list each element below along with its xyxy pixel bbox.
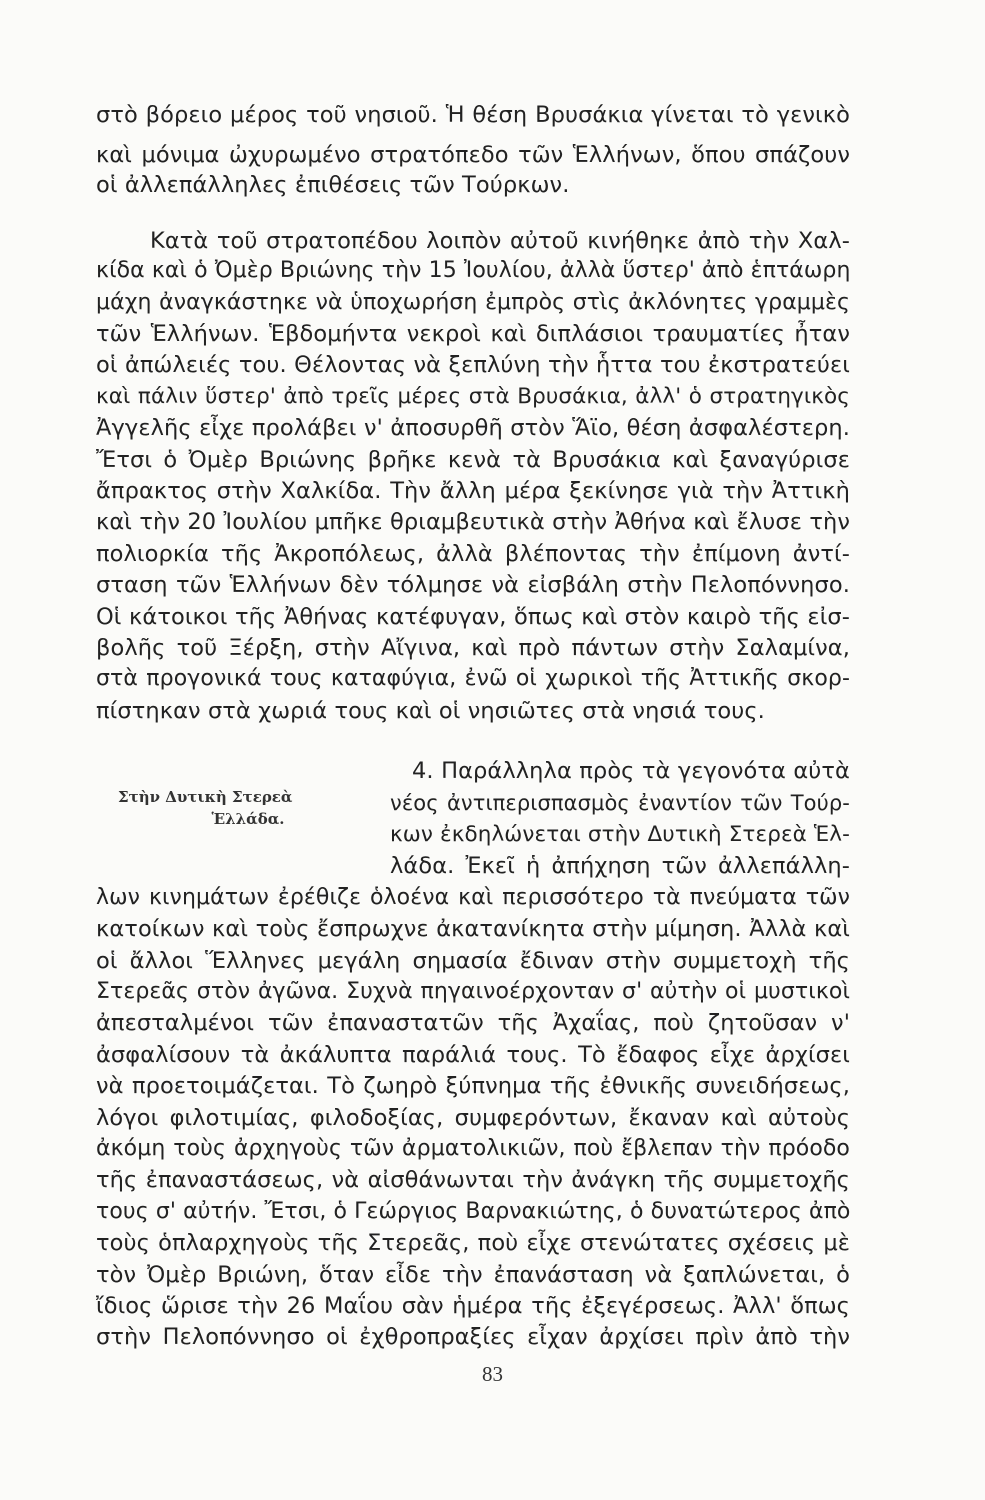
text-line: βολῆς τοῦ Ξέρξη, στὴν Αἴγινα, καὶ πρὸ πάντων στὴν Σαλαμίνα, (96, 635, 850, 661)
text-line: πίστηκαν στὰ χωριά τους καὶ οἱ νησιῶτες στὰ νησιά τους. (96, 698, 765, 724)
text-line: τῶν Ἑλλήνων. Ἑβδομήντα νεκροὶ καὶ διπλάσιοι τραυματίες ἦταν (96, 321, 850, 347)
text-line: ἀκόμη τοὺς ἀρχηγοὺς τῶν ἀρματολικιῶν, ποὺ ἔβλεπαν τὴν πρόοδο (96, 1136, 850, 1161)
text-line: τῆς ἐπαναστάσεως, νὰ αἰσθάνωνται τὴν ἀνάγκη τῆς συμμετοχῆς (96, 1167, 850, 1193)
page-number: 83 (482, 1362, 503, 1386)
text-line: λόγοι φιλοτιμίας, φιλοδοξίας, συμφερόντων, ἔκαναν καὶ αὐτοὺς (96, 1105, 850, 1131)
text-line: τους σ' αὐτήν. Ἔτσι, ὁ Γεώργιος Βαρνακιώτης, ὁ δυνατώτερος ἀπὸ (96, 1199, 851, 1224)
text-line: ἀσφαλίσουν τὰ ἀκάλυπτα παράλιά τους. Τὸ ἔδαφος εἶχε ἀρχίσει (96, 1042, 850, 1068)
text-line: Ἀγγελῆς εἶχε προλάβει ν' ἀποσυρθῆ στὸν Ἅϊο, θέση ἀσφαλέστερη. (96, 415, 850, 441)
text-line: τὸν Ὀμὲρ Βριώνη, ὅταν εἶδε τὴν ἐπανάσταση νὰ ξαπλώνεται, ὁ (96, 1262, 850, 1288)
section-heading (118, 786, 358, 830)
text-line: λάδα. Ἐκεῖ ἡ ἀπήχηση τῶν ἀλλεπάλλη- (390, 853, 850, 879)
text-line: στὰ προγονικά τους καταφύγια, ἐνῶ οἱ χωρικοὶ τῆς Ἀττικῆς σκορ- (96, 666, 850, 691)
text-line: κων ἐκδηλώνεται στὴν Δυτικὴ Στερεὰ Ἑλ- (390, 822, 850, 847)
text-line: Κατὰ τοῦ στρατοπέδου λοιπὸν αὐτοῦ κινήθηκε ἀπὸ τὴν Χαλ- (150, 228, 850, 254)
text-line: μάχη ἀναγκάστηκε νὰ ὑποχωρήση ἐμπρὸς στὶς ἀκλόνητες γραμμὲς (96, 290, 850, 315)
text-line: κατοίκων καὶ τοὺς ἔσπρωχνε ἀκατανίκητα στὴν μίμηση. Ἀλλὰ καὶ (96, 916, 850, 942)
section-heading-line: Ἑλλάδα. (211, 810, 285, 828)
text-line: πολιορκία τῆς Ἀκροπόλεως, ἀλλὰ βλέποντας τὴν ἐπίμονη ἀντί- (96, 541, 850, 567)
text-line: νέος ἀντιπερισπασμὸς ἐναντίον τῶν Τούρ- (390, 791, 850, 815)
text-line: καὶ πάλιν ὕστερ' ἀπὸ τρεῖς μέρες στὰ Βρυσάκια, ἀλλ' ὁ στρατηγικὸς (96, 384, 850, 409)
text-line: 4. Παράλληλα πρὸς τὰ γεγονότα αὐτὰ (412, 758, 850, 784)
text-line: Ἔτσι ὁ Ὀμὲρ Βριώνης βρῆκε κενὰ τὰ Βρυσάκια καὶ ξαναγύρισε (96, 447, 850, 473)
text-line: στὴν Πελοπόννησο οἱ ἐχθροπραξίες εἶχαν ἀρχίσει πρὶν ἀπὸ τὴν (96, 1324, 850, 1350)
text-line: στὸ βόρειο μέρος τοῦ νησιοῦ. Ἡ θέση Βρυσάκια γίνεται τὸ γενικὸ (96, 102, 850, 128)
text-line: οἱ ἀπώλειές του. Θέλοντας νὰ ξεπλύνη τὴν ἧττα του ἐκστρατεύει (96, 352, 850, 378)
text-line: καὶ μόνιμα ὠχυρωμένο στρατόπεδο τῶν Ἑλλήνων, ὅπου σπάζουν (96, 142, 850, 168)
text-line: τοὺς ὁπλαρχηγοὺς τῆς Στερεᾶς, ποὺ εἶχε στενώτατες σχέσεις μὲ (96, 1230, 850, 1256)
text-line: κίδα καὶ ὁ Ὀμὲρ Βριώνης τὴν 15 Ἰουλίου, ἀλλὰ ὕστερ' ἀπὸ ἑπτάωρη (96, 258, 851, 283)
text-line: οἱ ἀλλεπάλληλες ἐπιθέσεις τῶν Τούρκων. (96, 172, 570, 198)
section-heading-line: Στὴν Δυτικὴ Στερεὰ (118, 788, 293, 806)
text-line: σταση τῶν Ἑλλήνων δὲν τόλμησε νὰ εἰσβάλη στὴν Πελοπόννησο. (96, 572, 850, 598)
text-line: νὰ προετοιμάζεται. Τὸ ζωηρὸ ξύπνημα τῆς ἐθνικῆς συνειδήσεως, (96, 1073, 850, 1099)
text-line: Οἱ κάτοικοι τῆς Ἀθήνας κατέφυγαν, ὅπως καὶ στὸν καιρὸ τῆς εἰσ- (96, 604, 850, 630)
text-line: οἱ ἄλλοι Ἕλληνες μεγάλη σημασία ἔδιναν στὴν συμμετοχὴ τῆς (96, 948, 850, 974)
text-line: Στερεᾶς στὸν ἀγῶνα. Συχνὰ πηγαινοέρχονταν σ' αὐτὴν οἱ μυστικοὶ (96, 979, 850, 1004)
text-line: ἀπεσταλμένοι τῶν ἐπαναστατῶν τῆς Ἀχαΐας, ποὺ ζητοῦσαν ν' (96, 1010, 850, 1036)
text-line: ἴδιος ὥρισε τὴν 26 Μαΐου σὰν ἡμέρα τῆς ἐξεγέρσεως. Ἀλλ' ὅπως (96, 1293, 850, 1319)
text-line: λων κινημάτων ἐρέθιζε ὁλοένα καὶ περισσότερο τὰ πνεύματα τῶν (96, 885, 850, 910)
text-line: ἄπρακτος στὴν Χαλκίδα. Τὴν ἄλλη μέρα ξεκίνησε γιὰ τὴν Ἀττικὴ (96, 478, 850, 504)
text-line: καὶ τὴν 20 Ἰουλίου μπῆκε θριαμβευτικὰ στὴν Ἀθήνα καὶ ἔλυσε τὴν (96, 509, 850, 535)
